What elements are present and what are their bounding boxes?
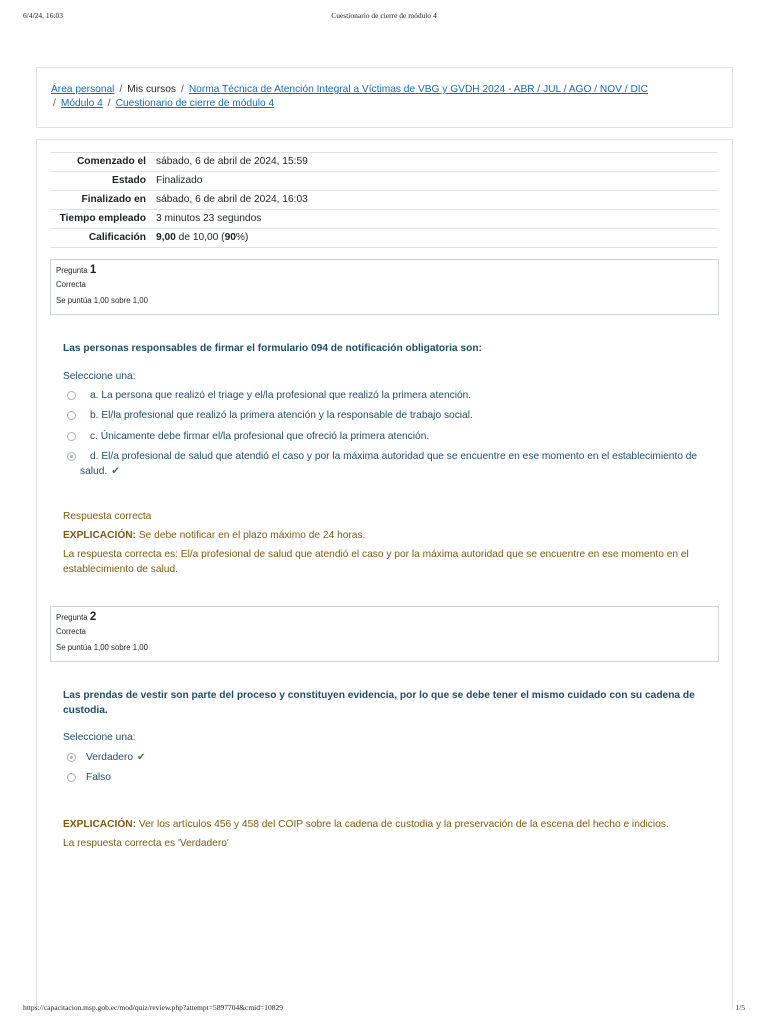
- grade-score: 9,00: [156, 232, 176, 243]
- option-label: Falso: [86, 772, 111, 783]
- breadcrumb: [36, 67, 733, 128]
- print-footer: [0, 1003, 768, 1015]
- summary-label: Finalizado en: [81, 194, 146, 205]
- question-2-right-answer: La respuesta correcta es 'Verdadero': [63, 838, 229, 849]
- print-url: https://capacitacion.msp.gob.ec/mod/quiz/review.php?attempt=5897704&cmid=10829: [23, 1003, 283, 1012]
- option-label: c. Únicamente debe firmar el/la profesional que ofreció la primera atención.: [90, 431, 430, 442]
- print-header: [0, 11, 768, 23]
- explanation-label: EXPLICACIÓN:: [63, 819, 137, 830]
- question-1-option-c[interactable]: [67, 429, 717, 444]
- radio-icon[interactable]: [67, 391, 76, 400]
- print-datetime: 6/4/24, 16:03: [23, 11, 64, 20]
- summary-row-grade: [50, 229, 718, 248]
- question-1-option-d[interactable]: [67, 449, 717, 479]
- attempt-summary-table: [50, 152, 718, 248]
- check-icon: ✔: [137, 752, 146, 763]
- option-label: a. La persona que realizó el triage y el/la profesional que realizó la primera atención.: [90, 390, 472, 401]
- question-1-text: Las personas responsables de firmar el formulario 094 de notificación obligatoria son:: [63, 343, 482, 354]
- breadcrumb-separator: /: [53, 98, 56, 109]
- summary-grade-value: [151, 229, 718, 248]
- question-state: Correcta: [56, 627, 86, 636]
- question-number-value: 1: [89, 264, 97, 276]
- question-2-info: [50, 606, 719, 662]
- breadcrumb-separator: /: [107, 98, 111, 109]
- question-1-option-b[interactable]: [67, 408, 717, 423]
- question-1-info: [50, 259, 719, 315]
- radio-icon[interactable]: [67, 753, 76, 762]
- summary-value: sábado, 6 de abril de 2024, 15:59: [156, 156, 308, 167]
- summary-label: Tiempo empleado: [59, 213, 146, 224]
- question-grade: Se puntúa 1,00 sobre 1,00: [56, 643, 148, 652]
- breadcrumb-separator: /: [180, 84, 184, 95]
- breadcrumb-course[interactable]: Norma Técnica de Atención Integral a Víctimas de VBG y GVDH 2024 - ABR / JUL / AGO / NOV / DIC: [188, 84, 648, 95]
- question-number: [56, 611, 713, 624]
- question-2-text: Las prendas de vestir son parte del proceso y constituyen evidencia, por lo que se debe tener el mismo cuidado con su cadena de custodia.: [63, 690, 695, 716]
- question-2-option-false[interactable]: [67, 770, 717, 785]
- summary-label: Comenzado el: [76, 156, 146, 167]
- radio-icon[interactable]: [67, 411, 76, 420]
- summary-row-state: [50, 172, 718, 191]
- option-label-wrap: [67, 750, 717, 765]
- breadcrumb-quiz[interactable]: Cuestionario de cierre de módulo 4: [115, 98, 275, 109]
- question-2-explanation: [63, 817, 713, 832]
- radio-icon[interactable]: [67, 773, 76, 782]
- option-label: Verdadero: [86, 752, 134, 763]
- radio-icon[interactable]: [67, 452, 76, 461]
- summary-row-finished: [50, 191, 718, 210]
- question-1-feedback-status: Respuesta correcta: [63, 511, 152, 522]
- grade-of: de 10,00 (: [178, 232, 225, 243]
- summary-value: 3 minutos 23 segundos: [156, 213, 262, 224]
- question-state: Correcta: [56, 280, 86, 289]
- summary-row-time-taken: [50, 210, 718, 229]
- breadcrumb-area-personal[interactable]: Área personal: [51, 84, 115, 95]
- question-1-explanation: [63, 528, 713, 543]
- option-label-wrap: [67, 449, 717, 479]
- summary-value: sábado, 6 de abril de 2024, 16:03: [156, 194, 308, 205]
- breadcrumb-module[interactable]: Módulo 4: [60, 98, 103, 109]
- explanation-label: EXPLICACIÓN:: [63, 530, 137, 541]
- summary-value: Finalizado: [156, 175, 203, 186]
- question-prefix: Pregunta: [56, 613, 88, 622]
- grade-close: %): [235, 232, 249, 243]
- summary-row-started: [50, 153, 718, 172]
- explanation-text: Se debe notificar en el plazo máximo de 24 horas.: [138, 530, 366, 541]
- question-1-prompt: Seleccione una:: [63, 371, 136, 382]
- print-title: Cuestionario de cierre de módulo 4: [331, 11, 437, 20]
- question-1-right-answer: La respuesta correcta es: El/a profesional de salud que atendió el caso y por la máxima autoridad que se encuentre en ese momento en el establecimiento de salud.: [63, 549, 689, 575]
- question-grade: Se puntúa 1,00 sobre 1,00: [56, 296, 148, 305]
- question-number: [56, 264, 713, 277]
- explanation-text: Ver los artículos 456 y 458 del COIP sobre la cadena de custodia y la preservación de la escena del hecho e indicios.: [138, 819, 669, 830]
- question-1-option-a[interactable]: [67, 388, 717, 403]
- radio-icon[interactable]: [67, 432, 76, 441]
- option-label: d. El/a profesional de salud que atendió el caso y por la máxima autoridad que se encuentre en ese momento en el establecimiento de salud.: [80, 451, 698, 477]
- breadcrumb-mis-cursos: Mis cursos: [127, 84, 176, 95]
- question-2-option-true[interactable]: [67, 750, 717, 765]
- grade-percent: 90: [224, 232, 236, 243]
- breadcrumb-separator: /: [119, 84, 123, 95]
- summary-label: Estado: [112, 175, 146, 186]
- option-label: b. El/la profesional que realizó la primera atención y la responsable de trabajo social.: [90, 410, 473, 421]
- print-page-number: 1/5: [735, 1003, 745, 1012]
- question-2-prompt: Seleccione una:: [63, 732, 136, 743]
- question-number-value: 2: [89, 611, 97, 623]
- check-icon: ✔: [111, 466, 120, 477]
- summary-label: Calificación: [88, 232, 146, 243]
- question-prefix: Pregunta: [56, 266, 88, 275]
